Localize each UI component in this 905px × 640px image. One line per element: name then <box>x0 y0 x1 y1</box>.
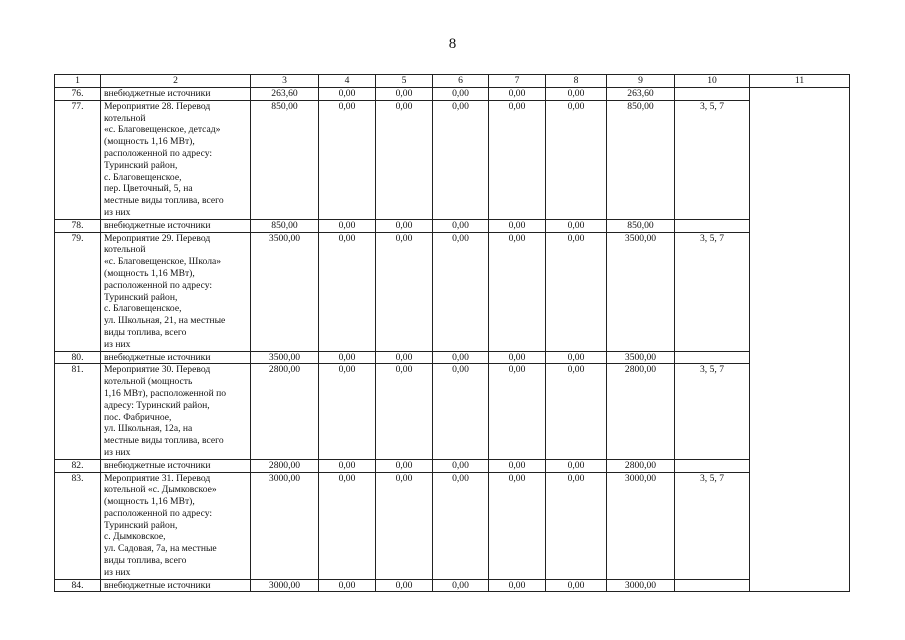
cell-col-8: 0,00 <box>546 351 607 364</box>
cell-col-6: 0,00 <box>433 88 489 101</box>
row-description: Мероприятие 30. Перевод котельной (мощность 1,16 МВт), расположенной по адресу: Туринский район, пос. Фабричное, ул. Школьная, 12а, на местные виды топлива, всего из них <box>101 364 251 459</box>
cell-col-10 <box>675 88 750 101</box>
cell-col-8: 0,00 <box>546 219 607 232</box>
cell-col-7: 0,00 <box>489 459 546 472</box>
cell-col-3: 2800,00 <box>251 459 319 472</box>
cell-col-5: 0,00 <box>376 88 433 101</box>
cell-col-5: 0,00 <box>376 351 433 364</box>
cell-col-4: 0,00 <box>319 219 376 232</box>
header-col-2: 2 <box>101 75 251 88</box>
cell-col-6: 0,00 <box>433 364 489 459</box>
header-row <box>55 75 850 88</box>
cell-col-10: 3, 5, 7 <box>675 232 750 351</box>
cell-col-10 <box>675 459 750 472</box>
cell-col-8: 0,00 <box>546 232 607 351</box>
table-row <box>55 472 850 579</box>
row-number: 80. <box>55 351 101 364</box>
cell-col-5: 0,00 <box>376 219 433 232</box>
cell-col-3: 850,00 <box>251 100 319 219</box>
cell-col-5: 0,00 <box>376 459 433 472</box>
cell-col-3: 3500,00 <box>251 351 319 364</box>
cell-col-4: 0,00 <box>319 351 376 364</box>
header-col-6: 6 <box>433 75 489 88</box>
cell-col-7: 0,00 <box>489 219 546 232</box>
cell-col-6: 0,00 <box>433 232 489 351</box>
row-description: Мероприятие 31. Перевод котельной «с. Дымковское» (мощность 1,16 МВт), расположенной по адресу: Туринский район, с. Дымковское, ул. Садовая, 7а, на местные виды топлива, всего из них <box>101 472 251 579</box>
cell-col-3: 850,00 <box>251 219 319 232</box>
header-col-1: 1 <box>55 75 101 88</box>
header-col-8: 8 <box>546 75 607 88</box>
table-row <box>55 459 850 472</box>
cell-col-8: 0,00 <box>546 472 607 579</box>
cell-col-6: 0,00 <box>433 459 489 472</box>
cell-col-10 <box>675 351 750 364</box>
cell-col-5: 0,00 <box>376 232 433 351</box>
row-number: 81. <box>55 364 101 459</box>
row-description: внебюджетные источники <box>101 351 251 364</box>
row-number: 82. <box>55 459 101 472</box>
row-description: внебюджетные источники <box>101 219 251 232</box>
cell-col-9: 263,60 <box>607 88 675 101</box>
cell-col-9: 3000,00 <box>607 472 675 579</box>
cell-col-4: 0,00 <box>319 100 376 219</box>
cell-col-6: 0,00 <box>433 351 489 364</box>
cell-col-8: 0,00 <box>546 364 607 459</box>
cell-col-8: 0,00 <box>546 459 607 472</box>
cell-col-7: 0,00 <box>489 472 546 579</box>
cell-col-10: 3, 5, 7 <box>675 364 750 459</box>
row-description: Мероприятие 28. Перевод котельной «с. Благовещенское, детсад» (мощность 1,16 МВт), расположенной по адресу: Туринский район, с. Благовещенское, пер. Цветочный, 5, на местные виды топлива, всего из них <box>101 100 251 219</box>
cell-col-10: 3, 5, 7 <box>675 100 750 219</box>
table-row <box>55 100 850 219</box>
cell-col-11 <box>750 88 850 592</box>
budget-table <box>54 74 850 592</box>
cell-col-7: 0,00 <box>489 232 546 351</box>
cell-col-5: 0,00 <box>376 364 433 459</box>
header-col-11: 11 <box>750 75 850 88</box>
cell-col-10 <box>675 219 750 232</box>
cell-col-3: 3000,00 <box>251 472 319 579</box>
row-number: 78. <box>55 219 101 232</box>
cell-col-4: 0,00 <box>319 472 376 579</box>
row-number: 77. <box>55 100 101 219</box>
cell-col-4: 0,00 <box>319 364 376 459</box>
cell-col-5: 0,00 <box>376 579 433 592</box>
cell-col-10 <box>675 579 750 592</box>
header-col-3: 3 <box>251 75 319 88</box>
cell-col-6: 0,00 <box>433 219 489 232</box>
cell-col-7: 0,00 <box>489 364 546 459</box>
cell-col-6: 0,00 <box>433 579 489 592</box>
cell-col-5: 0,00 <box>376 100 433 219</box>
table-row <box>55 364 850 459</box>
cell-col-8: 0,00 <box>546 100 607 219</box>
cell-col-9: 3500,00 <box>607 351 675 364</box>
header-col-9: 9 <box>607 75 675 88</box>
table-row <box>55 232 850 351</box>
cell-col-3: 2800,00 <box>251 364 319 459</box>
header-col-4: 4 <box>319 75 376 88</box>
cell-col-9: 2800,00 <box>607 459 675 472</box>
cell-col-5: 0,00 <box>376 472 433 579</box>
cell-col-7: 0,00 <box>489 351 546 364</box>
cell-col-4: 0,00 <box>319 579 376 592</box>
header-col-7: 7 <box>489 75 546 88</box>
page-number: 8 <box>448 36 457 52</box>
cell-col-9: 850,00 <box>607 100 675 219</box>
cell-col-6: 0,00 <box>433 472 489 579</box>
table-row <box>55 579 850 592</box>
cell-col-3: 3500,00 <box>251 232 319 351</box>
row-description: внебюджетные источники <box>101 459 251 472</box>
row-description: внебюджетные источники <box>101 579 251 592</box>
cell-col-9: 2800,00 <box>607 364 675 459</box>
cell-col-4: 0,00 <box>319 88 376 101</box>
cell-col-7: 0,00 <box>489 579 546 592</box>
cell-col-3: 263,60 <box>251 88 319 101</box>
row-number: 83. <box>55 472 101 579</box>
cell-col-7: 0,00 <box>489 88 546 101</box>
row-number: 84. <box>55 579 101 592</box>
table-row <box>55 88 850 101</box>
cell-col-8: 0,00 <box>546 579 607 592</box>
table-row <box>55 351 850 364</box>
cell-col-4: 0,00 <box>319 459 376 472</box>
cell-col-6: 0,00 <box>433 100 489 219</box>
row-description: Мероприятие 29. Перевод котельной «с. Благовещенское, Школа» (мощность 1,16 МВт), расположенной по адресу: Туринский район, с. Благовещенское, ул. Школьная, 21, на местные виды топлива, всего из них <box>101 232 251 351</box>
cell-col-9: 850,00 <box>607 219 675 232</box>
cell-col-8: 0,00 <box>546 88 607 101</box>
row-number: 76. <box>55 88 101 101</box>
cell-col-4: 0,00 <box>319 232 376 351</box>
row-number: 79. <box>55 232 101 351</box>
cell-col-9: 3500,00 <box>607 232 675 351</box>
cell-col-7: 0,00 <box>489 100 546 219</box>
table-row <box>55 219 850 232</box>
cell-col-10: 3, 5, 7 <box>675 472 750 579</box>
row-description: внебюджетные источники <box>101 88 251 101</box>
cell-col-9: 3000,00 <box>607 579 675 592</box>
header-col-5: 5 <box>376 75 433 88</box>
header-col-10: 10 <box>675 75 750 88</box>
cell-col-3: 3000,00 <box>251 579 319 592</box>
